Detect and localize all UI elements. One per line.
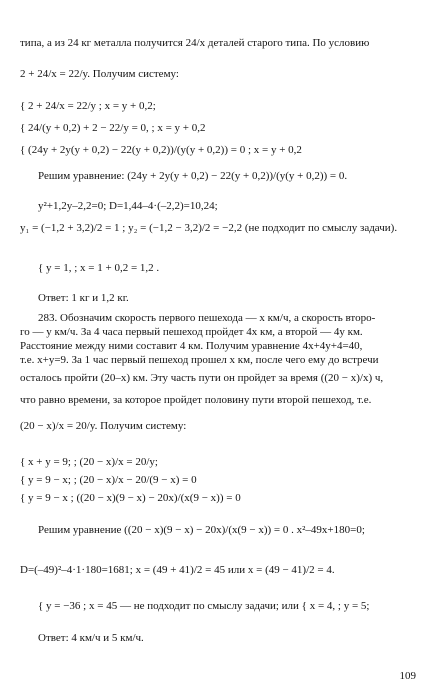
problem-283-line-6: что равно времени, за которое пройдет половину пути второй пешеход, т.е. (20, 394, 372, 406)
system-2c: { y = 9 − x ; ((20 − x)(9 − x) − 20x)/(x(9 − x)) = 0 (20, 492, 241, 504)
system-1b: { 24/(y + 0,2) + 2 − 22/y = 0, ; x = y + 0,2 (20, 122, 206, 134)
problem-283-line-4: т.е. x+y=9. За 1 час первый пешеход прошел x км, после чего ему до встречи (20, 354, 379, 366)
text-line-1: типа, а из 24 кг металла получится 24/x деталей старого типа. По условию (20, 37, 370, 49)
page-number: 109 (399, 670, 416, 682)
problem-283-line-5: осталось пройти (20–x) км. Эту часть пути он пройдет за время ((20 − x)/x) ч, (20, 372, 384, 384)
problem-283-line-1: 283. Обозначим скорость первого пешехода — x км/ч, а скорость второ- (38, 312, 376, 324)
system-2-solutions: { y = −36 ; x = 45 — не подходит по смыслу задачи; или { x = 4, ; y = 5; (38, 600, 370, 612)
answer-1: Ответ: 1 кг и 1,2 кг. (38, 292, 129, 304)
system-1c: { (24y + 2y(y + 0,2) − 22(y + 0,2))/(y(y + 0,2)) = 0 ; x = y + 0,2 (20, 144, 302, 156)
discriminant-2: D=(–49)²–4·1·180=1681; x = (49 + 41)/2 = 45 или x = (49 − 41)/2 = 4. (20, 564, 335, 576)
text-line-2: 2 + 24/x = 22/y. Получим систему: (20, 68, 179, 80)
problem-283-line-2: го — y км/ч. За 4 часа первый пешеход пройдет 4x км, а второй — 4y км. (20, 326, 363, 338)
answer-2: Ответ: 4 км/ч и 5 км/ч. (38, 632, 144, 644)
problem-283-line-3: Расстояние между ними составит 4 км. Получим уравнение 4x+4y+4=40, (20, 340, 363, 352)
system-1-solution: { y = 1, ; x = 1 + 0,2 = 1,2 . (38, 262, 160, 274)
system-2a: { x + y = 9; ; (20 − x)/x = 20/y; (20, 456, 158, 468)
problem-283-line-7: (20 − x)/x = 20/y. Получим систему: (20, 420, 187, 432)
system-2b: { y = 9 − x; ; (20 − x)/x − 20/(9 − x) = 0 (20, 474, 197, 486)
solve-equation-1: Решим уравнение: (24y + 2y(y + 0,2) − 22(y + 0,2))/(y(y + 0,2)) = 0. (38, 170, 348, 182)
roots-1: y₁ = (−1,2 + 3,2)/2 = 1 ; y₂ = (−1,2 − 3,2)/2 = −2,2 (не подходит по смыслу задачи). (20, 222, 398, 234)
quadratic-1: y²+1,2y–2,2=0; D=1,44–4·(–2,2)=10,24; (38, 200, 218, 212)
solve-equation-2: Решим уравнение ((20 − x)(9 − x) − 20x)/(x(9 − x)) = 0 . x²–49x+180=0; (38, 524, 365, 536)
system-1a: { 2 + 24/x = 22/y ; x = y + 0,2; (20, 100, 156, 112)
